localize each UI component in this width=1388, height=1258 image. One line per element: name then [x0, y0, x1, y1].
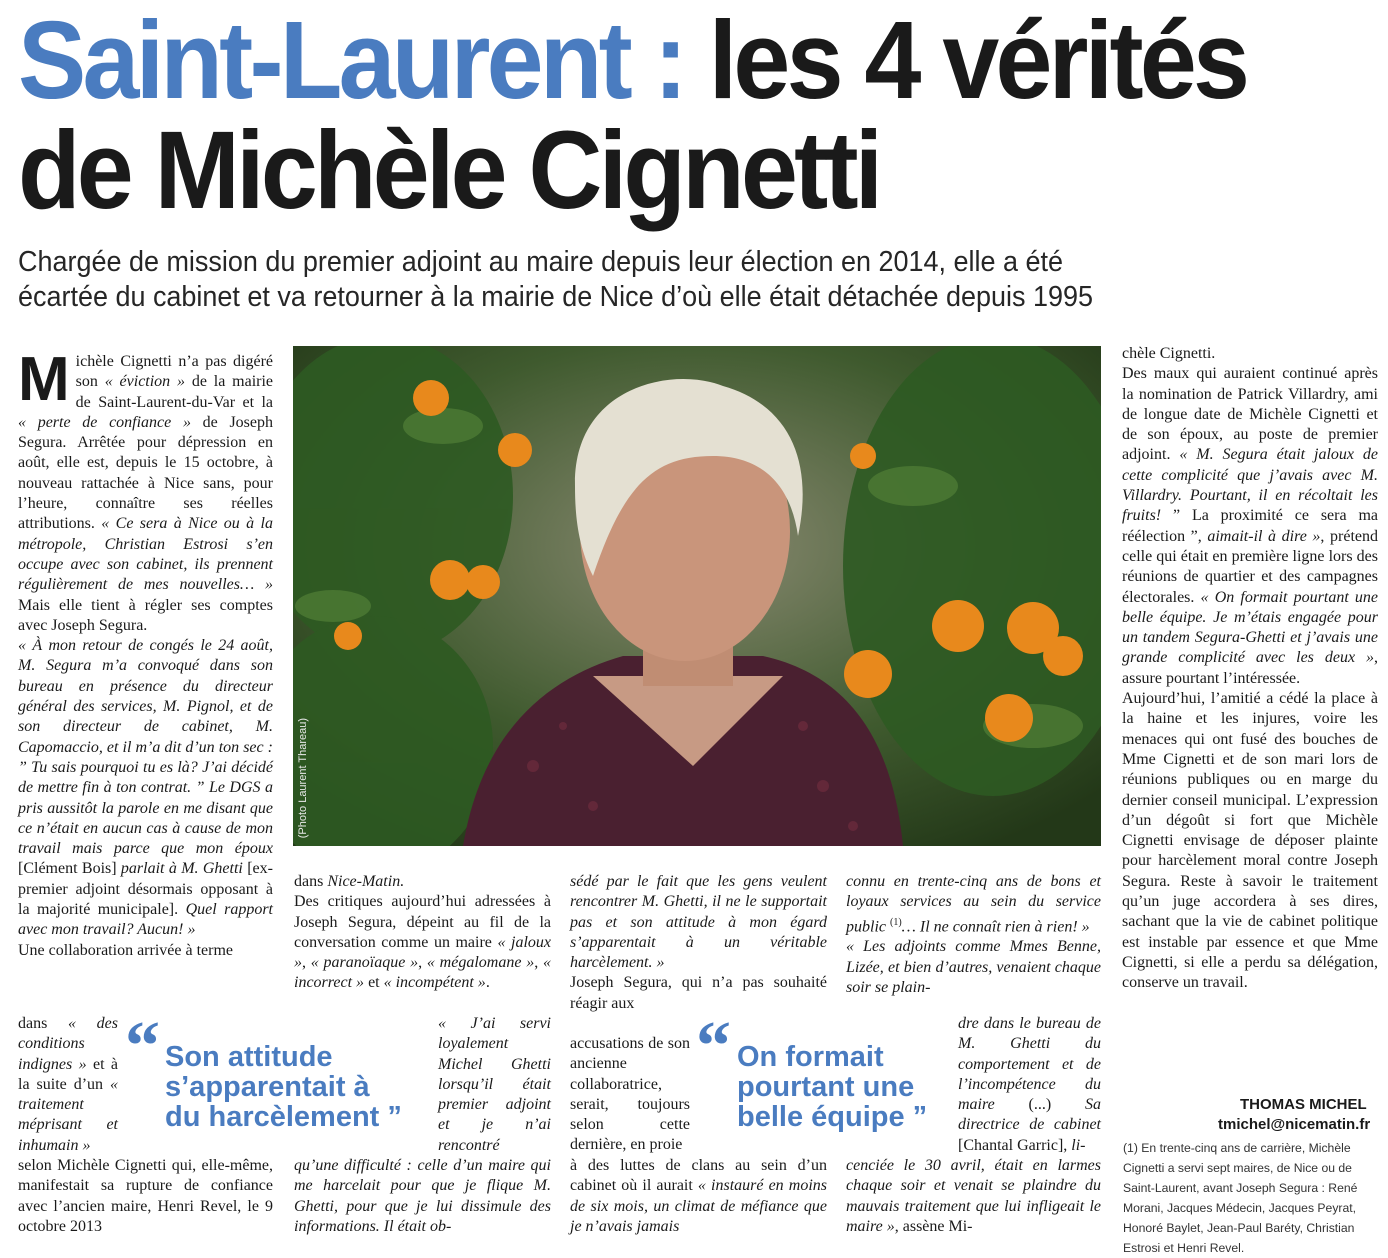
article-column-1: Michèle Cignetti n’a pas digéré son « éviction » de la mairie de Saint-Laurent-du-Var et la « perte de confiance » de Joseph Segura. Arrêtée pour dépression en août, elle est, depuis le 15 octobre, à nouveau rattachée à Nice sans, pour l’heure, connaître ses réelles attributions. « Ce sera à Nice ou à la métropole, Christian Estrosi s’en occupe avec son cabinet, ils prennent régulièrement de mes nouvelles… » Mais elle tient à régler ses comptes avec Joseph Segura. « À mon retour de congés le 24 août, M. Segura m’a convoqué dans son bureau en présence du directeur général des services, M. Pignol, et de son directeur de cabinet, M. Capomaccio, et il m’a dit d’un ton sec : ” Tu sais pourquoi tu es là? J’ai décidé de mettre fin à ton contrat. ” Le DGS a pris aussitôt la parole en me disant que ce n’était en aucun cas à cause de mon travail mais parce que mon époux [Clément Bois] parlait à M. Ghetti [ex-premier adjoint désormais opposant à la majorité municipale]. Quel rapport avec mon travail? Aucun! » Une collaboration arrivée à terme: [18, 345, 274, 959]
headline-line-1: [18, 2, 1246, 120]
article-column-4-narrow: dre dans le bureau de M. Ghetti du comportement et de l’incompétence du maire (...) Sa directrice de cabinet [Chantal Garric], li-: [958, 1015, 1101, 1154]
article-column-1-narrow: dans « des conditions indignes » et à la suite d’un « traitement méprisant et inhumain »: [18, 1015, 118, 1154]
author-email[interactable]: tmichel@nicematin.fr: [1218, 1116, 1371, 1133]
article-column-3-end: à des luttes de clans au sein d’un cabinet où il aurait « instauré en moins de six mois, un climat de méfiance que je n’avais jamais: [570, 1157, 827, 1235]
portrait-photo: [293, 346, 1101, 846]
deck-line-1: Chargée de mission du premier adjoint au maire depuis leur élection en 2014, elle a été: [18, 246, 1063, 278]
article-column-4-end: cenciée le 30 avril, était en larmes chaque soir et venait se plaindre du mauvais traitement que lui infligeait le maire », assène Mi-: [846, 1157, 1101, 1235]
article-column-3: sédé par le fait que les gens veulent rencontrer M. Ghetti, il ne le supportait pas et son attitude à mon égard s’apparentait à un véritable harcèlement. » Joseph Segura, qui n’a pas souhaité réagir aux: [570, 873, 827, 1012]
open-quote-mark: “: [125, 1008, 160, 1085]
article-column-3-narrow: accusations de son ancienne collaboratrice, serait, toujours selon cette dernière, en proie: [570, 1035, 690, 1154]
article-column-2-narrow: « J’ai servi loyalement Michel Ghetti lorsqu’il était premier adjoint et je n’ai rencontré: [438, 1015, 551, 1154]
photo-credit: (Photo Laurent Thareau): [297, 717, 309, 838]
headline-place: Saint-Laurent :: [18, 0, 684, 122]
article-column-4: connu en trente-cinq ans de bons et loyaux services au sein du service public $^{(1)}$… Il ne connaît rien à rien! » « Les adjoints comme Mmes Benne, Lizée, et bien d’autres, venaient chaque soir se plain-: [846, 873, 1101, 996]
orange-tree-photo-illustration: [293, 346, 1101, 846]
article-column-1-end: selon Michèle Cignetti qui, elle-même, manifestait sa rupture de confiance avec l’ancien maire, Henri Revel, le 9 octobre 2013: [18, 1157, 273, 1235]
article-column-5: chèle Cignetti. Des maux qui auraient continué après la nomination de Patrick Villardry, ami de longue date de Michèle Cignetti et de son époux, au poste de premier adjoint. « M. Segura était jaloux de cette complicité que j’avais avec M. Villardry. Pourtant, il en récoltait les fruits! ” La proximité ce sera ma réélection ”, aimait-il à dire », prétend celle qui était en première ligne lors des réunions de quartier et des campagnes électorales. « On formait pourtant une belle équipe. Je m’étais engagée pour un tandem Segura-Ghetti et j’avais une grande complicité avec les deux », assure pourtant l’intéressée. Aujourd’hui, l’amitié a cédé la place à la haine et les injures, voire les menaces qui ont fusé des bouches de Mme Cignetti et de son mari lors de réunions publiques ou en marge du dernier conseil municipal. L’expression d’un dégoût si fort que Michèle Cignetti envisage de déposer plainte pour harcèlement moral contre Joseph Segura. Reste à savoir le traitement qu’un juge accordera à ses dires, sachant que la vie de cabinet politique est instable par essence et que Mme Cignetti, si elle a perdu sa délégation, conserve un travail.: [1122, 345, 1379, 992]
article-column-2: dans Nice-Matin. Des critiques aujourd’hui adressées à Joseph Segura, dépeint au fil de la conversation comme un maire « jaloux », « paranoïaque », « mégalomane », « incorrect » et « incompétent ».: [294, 873, 552, 992]
headline-line-2: de Michèle Cignetti: [18, 109, 880, 232]
deck-line-2: écartée du cabinet et va retourner à la mairie de Nice d’où elle était détachée depuis 1995: [18, 281, 1094, 313]
headline-title: les 4 vérités: [683, 0, 1247, 122]
author-byline: THOMAS MICHEL: [1240, 1096, 1367, 1113]
footnote: (1) En trente-cinq ans de carrière, Michèle Cignetti a servi sept maires, de Nice ou de Saint-Laurent, avant Joseph Segura : René Morani, Jacques Médecin, Jacques Peyrat, Honoré Baylet, Jean-Paul Baréty, Christian Estrosi et Henri Revel.: [1123, 1141, 1358, 1255]
article-column-2-end: qu’une difficulté : celle d’un maire qui me harcelait pour que je flique M. Ghetti, pour que je lui dissimule des informations. Il était ob-: [294, 1157, 551, 1235]
pull-quote-1: Son attitude s’apparentait à du harcèlement ”: [165, 1041, 402, 1133]
open-quote-mark-2: “: [696, 1008, 731, 1085]
pull-quote-2: On formait pourtant une belle équipe ”: [737, 1041, 928, 1133]
